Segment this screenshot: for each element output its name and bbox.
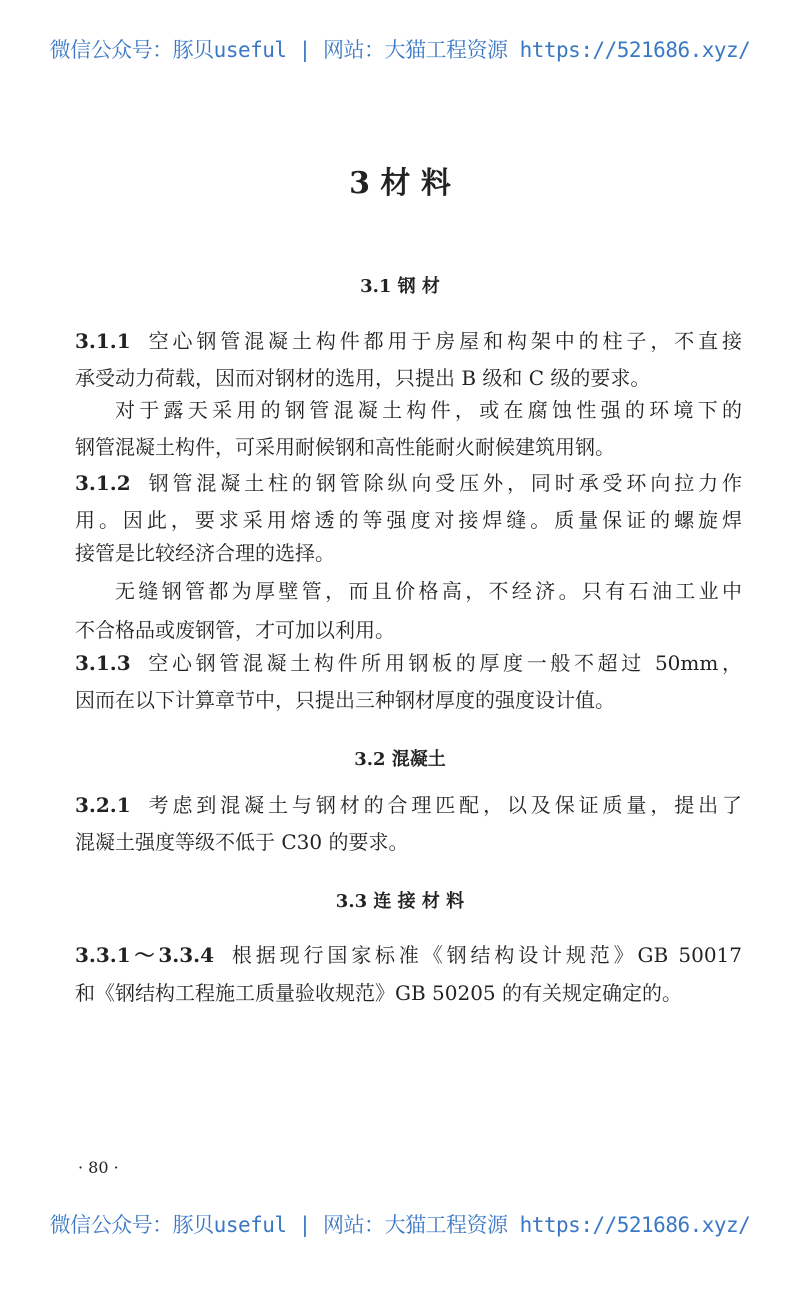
text-line: 混凝土强度等级不低于 C30 的要求。	[75, 830, 409, 854]
text-line: 无缝钢管都为厚壁管，而且价格高，不经济。只有石油工业中	[115, 579, 742, 603]
clause-3-1-1-line	[75, 329, 742, 353]
text-line: 接管是比较经济合理的选择。	[75, 541, 335, 565]
clause-number: 3.1.2	[75, 471, 131, 495]
text-line: 根据现行国家标准《钢结构设计规范》GB 50017	[228, 943, 742, 967]
text-line: 对于露天采用的钢管混凝土构件，或在腐蚀性强的环境下的	[115, 398, 742, 422]
text-line: 不合格品或废钢管，才可加以利用。	[75, 618, 395, 642]
text-line: 因而在以下计算章节中，只提出三种钢材厚度的强度设计值。	[75, 688, 615, 712]
clause-number: 3.1.1	[75, 329, 131, 353]
text-line: 钢管混凝土柱的钢管除纵向受压外，同时承受环向拉力作	[144, 471, 742, 495]
text-line: 空心钢管混凝土构件所用钢板的厚度一般不超过 50mm，	[144, 651, 742, 675]
clause-3-1-2-line	[75, 471, 742, 495]
text-line: 用。因此，要求采用熔透的等强度对接焊缝。质量保证的螺旋焊	[75, 508, 742, 532]
watermark-header: 微信公众号：豚贝useful | 网站：大猫工程资源 https://521686.xyz/	[49, 38, 751, 62]
watermark-footer: 微信公众号：豚贝useful | 网站：大猫工程资源 https://521686.xyz/	[49, 1213, 751, 1237]
clause-number: 3.1.3	[75, 651, 131, 675]
clause-number: 3.2.1	[75, 793, 131, 817]
text-line: 考虑到混凝土与钢材的合理匹配，以及保证质量，提出了	[144, 793, 742, 817]
text-line: 钢管混凝土构件，可采用耐候钢和高性能耐火耐候建筑用钢。	[75, 435, 615, 459]
clause-number: 3.3.1～3.3.4	[75, 943, 215, 967]
clause-3-3-1-line	[75, 943, 742, 967]
chapter-title: 3 材 料	[349, 166, 451, 201]
section-heading-3-1: 3.1 钢 材	[360, 276, 440, 297]
text-line: 承受动力荷载，因而对钢材的选用，只提出 B 级和 C 级的要求。	[75, 366, 651, 390]
page-number: · 80 ·	[78, 1158, 119, 1177]
clause-3-2-1-line	[75, 793, 742, 817]
section-heading-3-3: 3.3 连 接 材 料	[335, 891, 465, 912]
text-line: 和《钢结构工程施工质量验收规范》GB 50205 的有关规定确定的。	[75, 981, 683, 1005]
clause-3-1-3-line	[75, 651, 742, 675]
section-heading-3-2: 3.2 混凝土	[354, 749, 446, 770]
text-line: 空心钢管混凝土构件都用于房屋和构架中的柱子，不直接	[144, 329, 742, 353]
